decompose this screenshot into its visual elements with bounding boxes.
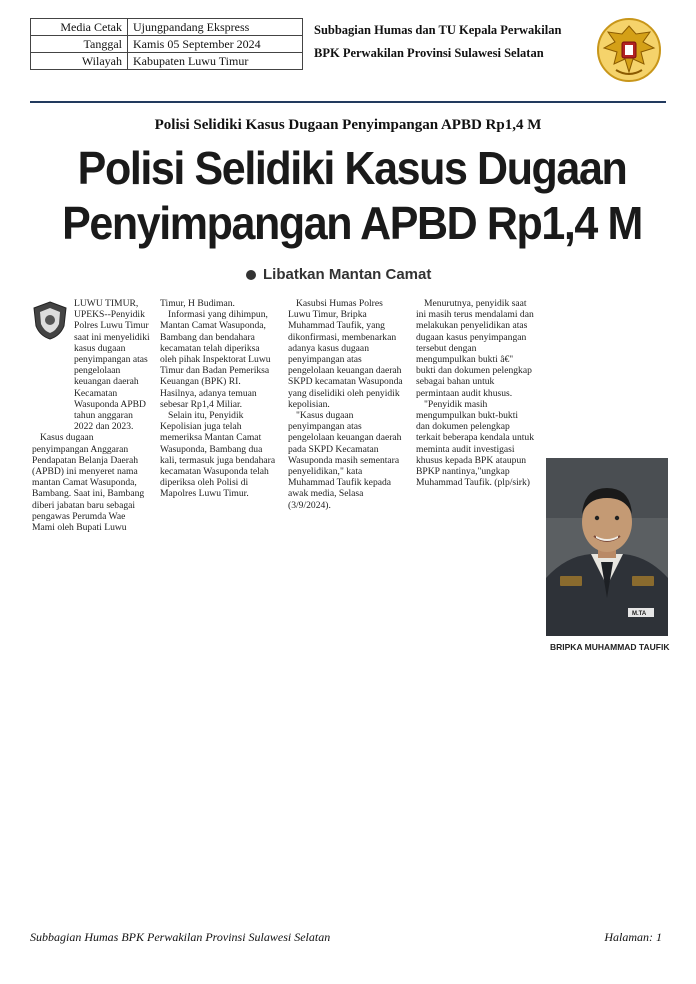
clip-headline-line-1: Polisi Selidiki Kasus Dugaan bbox=[77, 143, 627, 195]
meta-key: Media Cetak bbox=[31, 19, 128, 36]
article-column-3 bbox=[288, 298, 406, 511]
meta-value: Ujungpandang Ekspress bbox=[128, 19, 303, 36]
article-paragraph: "Kasus dugaan penyimpangan atas pengelolaan keuangan daerah pada SKPD Kecamatan Wasuponda masih sementara penyelidikan," kata Muhammad Taufik kepada awak media, Selasa (3/9/2024). bbox=[288, 410, 402, 511]
newspaper-clipping bbox=[30, 138, 670, 652]
article-paragraph: Timur, H Budiman. bbox=[160, 298, 235, 309]
article-paragraph: Informasi yang dihimpun, Mantan Camat Wasuponda, Bambang dan bendahara kecamatan telah diperiksa oleh pihak Inspektorat Luwu Timur dan Badan Pemeriksa Keuangan (BPK) RI. Hasilnya, adanya temuan sebesar Rp1,4 Miliar. bbox=[160, 309, 271, 410]
garuda-emblem-logo bbox=[596, 14, 662, 86]
article-paragraph: Menurutnya, penyidik saat ini masih terus mendalami dan melakukan penyelidikan atas dugaan kasus penyimpangan tersebut dengan mengumpulkan bukti â€" bukti dan dokumen pelengkap sebagai bahan untuk permintaan audit khusus. bbox=[416, 298, 534, 399]
meta-key: Tanggal bbox=[31, 36, 128, 53]
photo-caption: BRIPKA MUHAMMAD TAUFIK bbox=[550, 642, 670, 652]
article-columns bbox=[30, 298, 670, 652]
meta-key: Wilayah bbox=[31, 53, 128, 70]
org-line-1: Subbagian Humas dan TU Kepala Perwakilan bbox=[314, 23, 562, 37]
meta-table bbox=[30, 18, 303, 70]
article-column-2 bbox=[160, 298, 278, 500]
clip-subhead bbox=[246, 266, 431, 283]
clip-subhead-text: Libatkan Mantan Camat bbox=[263, 266, 432, 283]
clip-headline-line-2: Penyimpangan APBD Rp1,4 M bbox=[62, 198, 642, 250]
meta-value: Kamis 05 September 2024 bbox=[128, 36, 303, 53]
meta-row-region bbox=[31, 53, 303, 70]
footer-page-number: Halaman: 1 bbox=[604, 930, 662, 944]
officer-photo bbox=[546, 458, 668, 636]
org-header bbox=[314, 19, 561, 65]
clip-headline bbox=[36, 142, 668, 252]
article-title: Polisi Selidiki Kasus Dugaan Penyimpangan APBD Rp1,4 M bbox=[154, 117, 542, 133]
article-column-1 bbox=[32, 298, 150, 533]
article-paragraph: Kasubsi Humas Polres Luwu Timur, Bripka Muhammad Taufik, yang dikonfirmasi, membenarkan adanya kasus dugaan penyimpangan atas pengelolaan keuangan daerah SKPD kecamatan Wasuponda yang diselidiki oleh penyidik kepolisian. bbox=[288, 298, 403, 410]
bullet-icon bbox=[246, 270, 256, 280]
header-divider bbox=[30, 101, 666, 103]
nameplate-text: M.TA bbox=[632, 611, 647, 617]
footer-left: Subbagian Humas BPK Perwakilan Provinsi Sulawesi Selatan bbox=[30, 930, 331, 944]
article-column-4 bbox=[416, 298, 534, 488]
article-paragraph: Kasus dugaan penyimpangan Anggaran Pendapatan Belanja Daerah (APBD) ini menyeret nama mantan Camat Wasuponda, Bambang. Saat ini, Bambang diberi jabatan baru sebagai pengawas Perumda Wae Mami oleh Bupati Luwu bbox=[32, 432, 145, 534]
meta-row-media bbox=[31, 19, 303, 36]
meta-value: Kabupaten Luwu Timur bbox=[128, 53, 303, 70]
article-paragraph: Selain itu, Penyidik Kepolisian juga telah memeriksa Mantan Camat Wasuponda, Bambang dua kali, termasuk juga bendahara kecamatan Wasuponda telah diperiksa oleh Polisi di Mapolres Luwu Timur. bbox=[160, 410, 276, 500]
meta-row-date bbox=[31, 36, 303, 53]
org-line-2: BPK Perwakilan Provinsi Sulawesi Selatan bbox=[314, 46, 544, 60]
article-lead-paragraph: LUWU TIMUR, UPEKS--Penyidik Polres Luwu Timur saat ini menyelidiki kasus dugaan penyimpangan atas pengelolaan keuangan daerah Kecamatan Wasuponda APBD tahun anggaran 2022 dan 2023. bbox=[74, 298, 150, 433]
article-paragraph: "Penyidik masih mengumpulkan bukt-bukti dan dokumen pelengkap terkait beberapa kendala untuk meminta audit investigasi khusus kepada BPK ataupun BPKP nantinya,"ungkap Muhammad Taufik. (plp/sirk) bbox=[416, 398, 535, 489]
